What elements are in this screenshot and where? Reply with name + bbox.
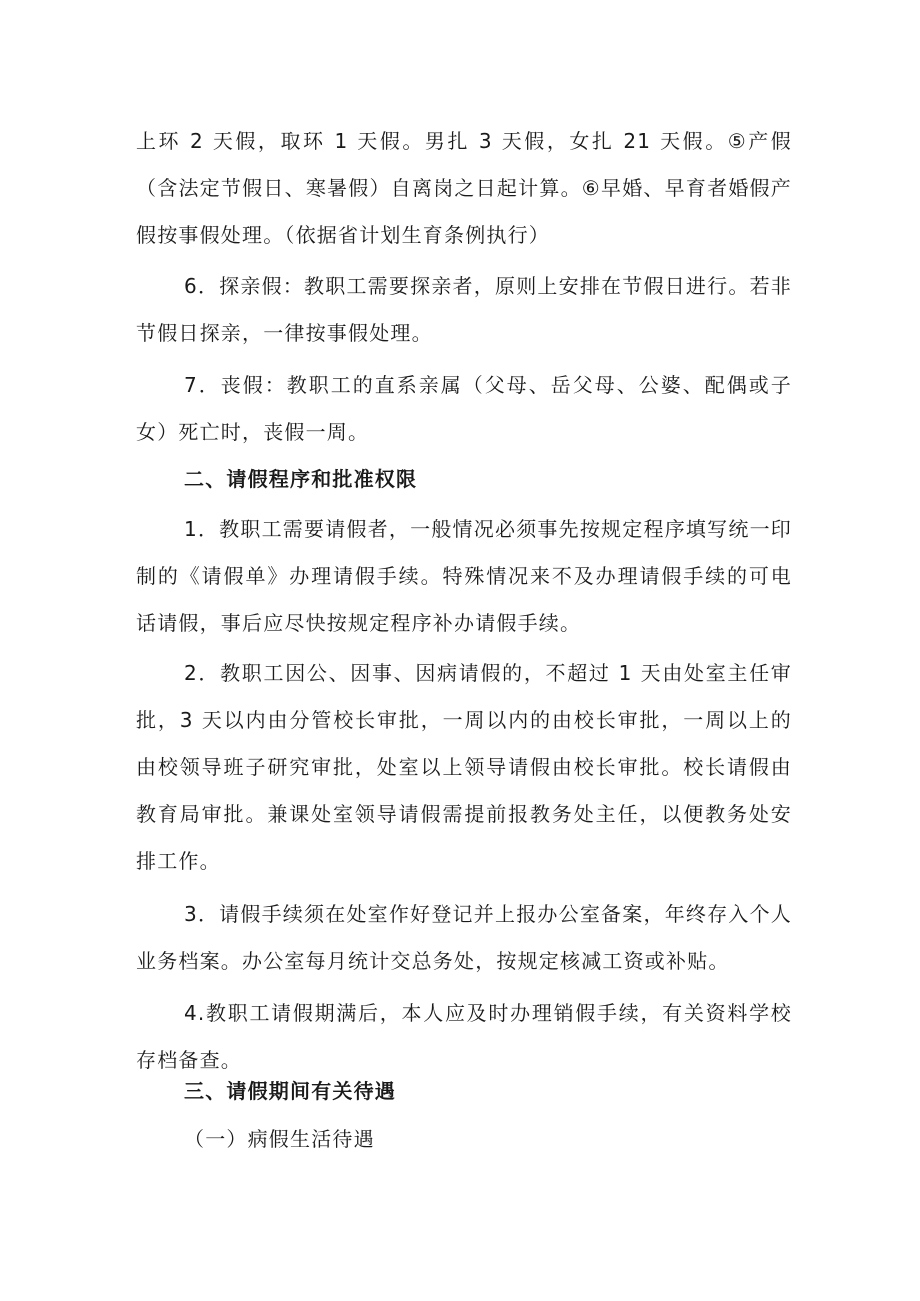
paragraph-procedure-1: 1．教职工需要请假者，一般情况必须事先按规定程序填写统一印制的《请假单》办理请假手续。特殊情况来不及办理请假手续的可电话请假，事后应尽快按规定程序补办请假手续。 <box>136 517 792 635</box>
subsection-heading-1: （一）病假生活待遇 <box>184 1127 375 1151</box>
section-heading-2: 二、请假程序和批准权限 <box>184 467 418 491</box>
section-heading-3: 三、请假期间有关待遇 <box>184 1079 396 1103</box>
paragraph-family-visit-leave: 6．探亲假：教职工需要探亲者，原则上安排在节假日进行。若非节假日探亲，一律按事假处理。 <box>136 274 792 345</box>
paragraph-procedure-3: 3．请假手续须在处室作好登记并上报办公室备案，年终存入个人业务档案。办公室每月统计交总务处，按规定核减工资或补贴。 <box>136 902 792 973</box>
paragraph-procedure-2: 2．教职工因公、因事、因病请假的，不超过 1 天由处室主任审批，3 天以内由分管校长审批，一周以内的由校长审批，一周以上的由校领导班子研究审批，处室以上领导请假由校长审批。校长请假由教育局审批。兼课处室领导请假需提前报教务处主任，以便教务处安排工作。 <box>136 661 792 873</box>
paragraph-continuation: 上环 2 天假，取环 1 天假。男扎 3 天假，女扎 21 天假。⑤产假（含法定节假日、寒暑假）自离岗之日起计算。⑥早婚、早育者婚假产假按事假处理。（依据省计划生育条例执行） <box>136 129 792 247</box>
paragraph-procedure-4: 4.教职工请假期满后，本人应及时办理销假手续，有关资料学校存档备查。 <box>136 1001 792 1072</box>
paragraph-bereavement-leave: 7．丧假：教职工的直系亲属（父母、岳父母、公婆、配偶或子女）死亡时，丧假一周。 <box>136 373 792 444</box>
